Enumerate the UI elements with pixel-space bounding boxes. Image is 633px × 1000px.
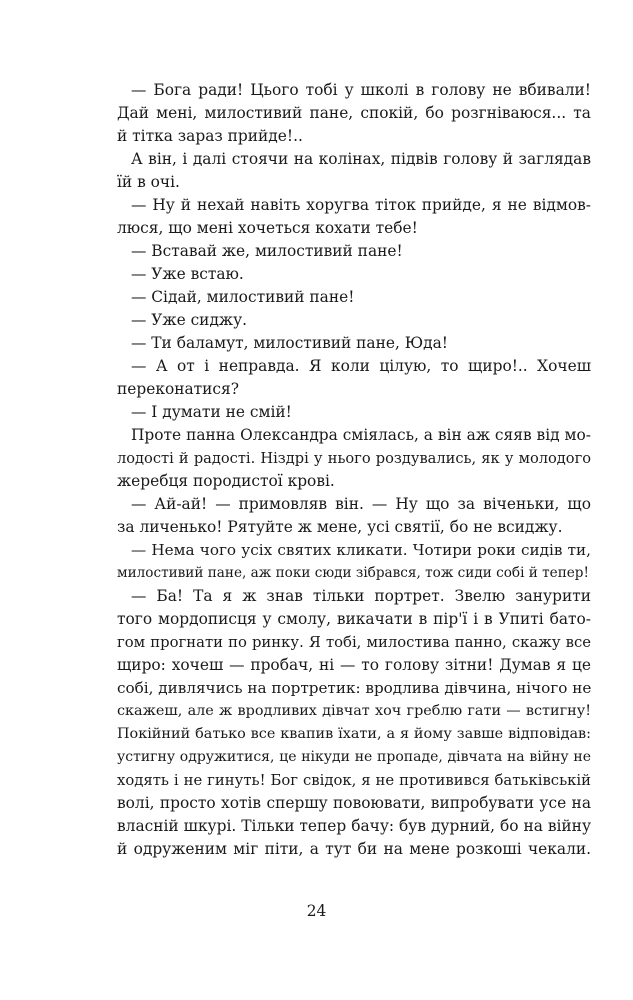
- text-line: — Ба! Та я ж знав тільки портрет. Звелю занурити: [131, 587, 591, 605]
- text-line: устигну одружитися, це нікуди не пропаде, дівчата на війну не: [117, 749, 591, 765]
- text-line: переконатися?: [117, 380, 239, 398]
- text-line: милостивий пане, аж поки сюди зібрався, тож сиди собі й тепер!: [117, 565, 589, 581]
- text-line: ходять і не гинуть! Бог свідок, я не противився батьківській: [117, 772, 591, 789]
- text-line: гом прогнати по ринку. Я тобі, милостива панно, скажу все: [117, 634, 591, 651]
- text-line: — Уже встаю.: [131, 265, 244, 283]
- text-line: собі, дивлячись на портретик: вродлива дівчина, нічого не: [117, 679, 592, 697]
- text-line: й одруженим міг піти, а тут би на мене розкоші чекали.: [117, 840, 591, 858]
- text-line: й тітка зараз прийде!..: [117, 127, 303, 145]
- text-line: власній шкурі. Тільки тепер бачу: був дурний, бо на війну: [117, 817, 591, 835]
- text-line: А він, і далі стоячи на колінах, підвів голову й заглядав: [131, 150, 591, 168]
- body-text: [117, 79, 591, 861]
- text-line: щиро: хочеш — пробач, ні — то голову зітни! Думав я це: [117, 656, 591, 674]
- text-line: Дай мені, милостивий пане, спокій, бо розгніваюся... та: [117, 104, 591, 122]
- text-line: — Уже сиджу.: [131, 311, 248, 329]
- text-line: жеребця породистої крові.: [117, 472, 335, 490]
- text-line: — Сідай, милостивий пане!: [131, 288, 355, 306]
- text-line: Проте панна Олександра сміялась, а він аж сяяв від мо-: [131, 426, 591, 444]
- text-line: Покійний батько все квапив їхати, а я йому завше відповідав:: [117, 726, 591, 742]
- page-number: 24: [306, 902, 327, 920]
- text-line: — Нема чого усіх святих кликати. Чотири роки сидів ти,: [131, 541, 591, 559]
- text-line: — Бога ради! Цього тобі у школі в голову не вбивали!: [131, 81, 591, 99]
- text-line: того мордописця у смолу, викачати в пір'ї і в Упиті бато-: [117, 610, 591, 628]
- text-line: — Вставай же, милостивий пане!: [131, 242, 403, 260]
- text-line: — Ти баламут, милостивий пане, Юда!: [131, 334, 448, 352]
- text-line: люся, що мені хочеться кохати тебе!: [117, 219, 418, 237]
- text-line: — Ай-ай! — примовляв він. — Ну що за віченьки, що: [131, 495, 591, 513]
- text-line: — І думати не смій!: [131, 403, 292, 421]
- text-line: — А от і неправда. Я коли цілую, то щиро!.. Хочеш: [131, 357, 591, 375]
- text-line: — Ну й нехай навіть хоругва тіток прийде, я не відмов-: [131, 196, 591, 214]
- text-line: волі, просто хотів спершу повоювати, випробувати усе на: [117, 794, 591, 812]
- text-line: скажеш, але ж вродливих дівчат хоч греблю гати — встигну!: [117, 703, 591, 719]
- text-line: їй в очі.: [117, 173, 180, 191]
- text-line: за личенько! Рятуйте ж мене, усі святії, бо не всиджу.: [117, 518, 563, 536]
- text-line: лодості й радості. Ніздрі у нього роздувались, як у молодого: [117, 450, 591, 467]
